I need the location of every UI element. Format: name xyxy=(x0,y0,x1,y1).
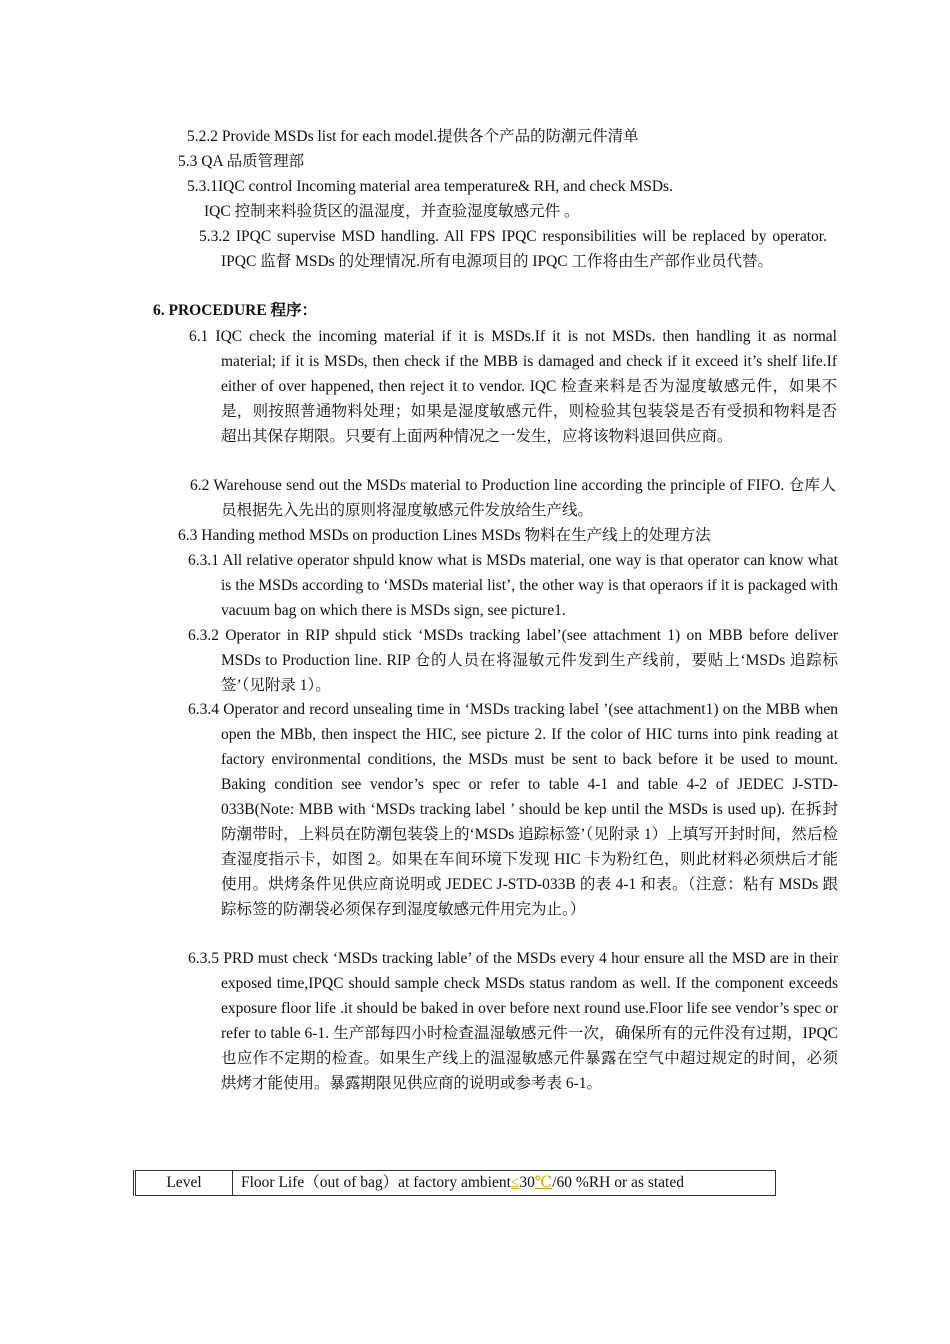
para-6-3-4: 6.3.4 Operator and record unsealing time in ‘MSDs tracking label ’(see attachment1) on the MBB when open the MBb, then inspect the HIC, see picture 2. If the color of HIC turns into pink reading at factory environmental conditions, the MSDs must be sent to back before it be used to mount. Baking condition see vendor’s spec or refer to table 4-1 and table 4-2 of JEDEC J-STD-033B(Note: MBB with ‘MSDs tracking label ’ should be kep until the MSDs is used up). 在拆封防潮带时，上料员在防潮包装袋上的‘MSDs 追踪标签’（见附录 1）上填写开封时间，然后检查湿度指示卡，如图 2。如果在车间环境下发现 HIC 卡为粉红色，则此材料必须烘后才能使用。烘烤条件见供应商说明或 JEDEC J-STD-033B 的表 4-1 和表。（注意：粘有 MSDs 跟踪标签的防潮袋必须保存到湿度敏感元件用完为止。） xyxy=(188,701,838,918)
section-heading-procedure: 6. PROCEDURE 程序： xyxy=(153,302,318,319)
temp-value: 30 xyxy=(519,1174,535,1191)
le-symbol: ≤ xyxy=(510,1174,520,1191)
para-5-3-2: 5.3.2 IPQC supervise MSD handling. All FPS IPQC responsibilities will be replaced by operator. IPQC 监督 MSDs 的处理情况.所有电源项目的 IPQC 工作将由生产部作业员代替。 xyxy=(199,228,827,270)
para-5-3-1: 5.3.1IQC control Incoming material area temperature& RH, and check MSDs. xyxy=(187,178,673,195)
para-5-3: 5.3 QA 品质管理部 xyxy=(178,153,305,170)
table-header-floor-life xyxy=(233,1171,776,1196)
floor-life-table xyxy=(133,1170,776,1196)
para-6-3: 6.3 Handing method MSDs on production Lines MSDs 物料在生产线上的处理方法 xyxy=(178,527,711,544)
rh-condition: /60 %RH or as stated xyxy=(552,1174,684,1191)
para-6-3-1: 6.3.1 All relative operator shpuld know what is MSDs material, one way is that operator can know what is the MSDs according to ‘MSDs material list’, the other way is that operaors if it is packaged with vacuum bag on which there is MSDs sign, see picture1. xyxy=(188,552,838,619)
para-6-3-5: 6.3.5 PRD must check ‘MSDs tracking lable’ of the MSDs every 4 hour ensure all the MSD are in their exposed time,IPQC should sample check MSDs status random as well. If the component exceeds exposure floor life .it should be baked in over before next round use.Floor life see vendor’s spec or refer to table 6-1. 生产部每四小时检查温湿敏感元件一次，确保所有的元件没有过期，IPQC 也应作不定期的检查。如果生产线上的温湿敏感元件暴露在空气中超过规定的时间，必须烘烤才能使用。暴露期限见供应商的说明或参考表 6-1。 xyxy=(188,950,838,1092)
celsius-symbol: ℃ xyxy=(534,1174,553,1191)
para-5-2-2: 5.2.2 Provide MSDs list for each model.提供各个产品的防潮元件清单 xyxy=(187,128,639,145)
para-5-3-1-zh: IQC 控制来料验货区的温湿度，并查验湿度敏感元件 。 xyxy=(204,203,580,220)
para-6-2: 6.2 Warehouse send out the MSDs material to Production line according the principle of FIFO. 仓库人员根据先入先出的原则将湿度敏感元件发放给生产线。 xyxy=(190,477,836,519)
table-row xyxy=(135,1171,776,1196)
table-header-level: Level xyxy=(135,1171,233,1196)
para-6-3-2: 6.3.2 Operator in RIP shpuld stick ‘MSDs tracking label’(see attachment 1) on MBB before deliver MSDs to Production line. RIP 仓的人员在将湿敏元件发到生产线前，要贴上‘MSDs 追踪标签’（见附录 1）。 xyxy=(188,627,838,694)
floor-life-label: Floor Life（out of bag）at factory ambient xyxy=(241,1174,511,1191)
para-6-1: 6.1 IQC check the incoming material if it is MSDs.If it is not MSDs. then handling it as normal material; if it is MSDs, then check if the MBB is damaged and check if it exceed it’s shelf life.If either of over happened, then reject it to vendor. IQC 检查来料是否为湿度敏感元件，如果不是，则按照普通物料处理；如果是湿度敏感元件，则检验其包装袋是否有受损和物料是否超出其保存期限。只要有上面两种情况之一发生，应将该物料退回供应商。 xyxy=(189,328,837,445)
